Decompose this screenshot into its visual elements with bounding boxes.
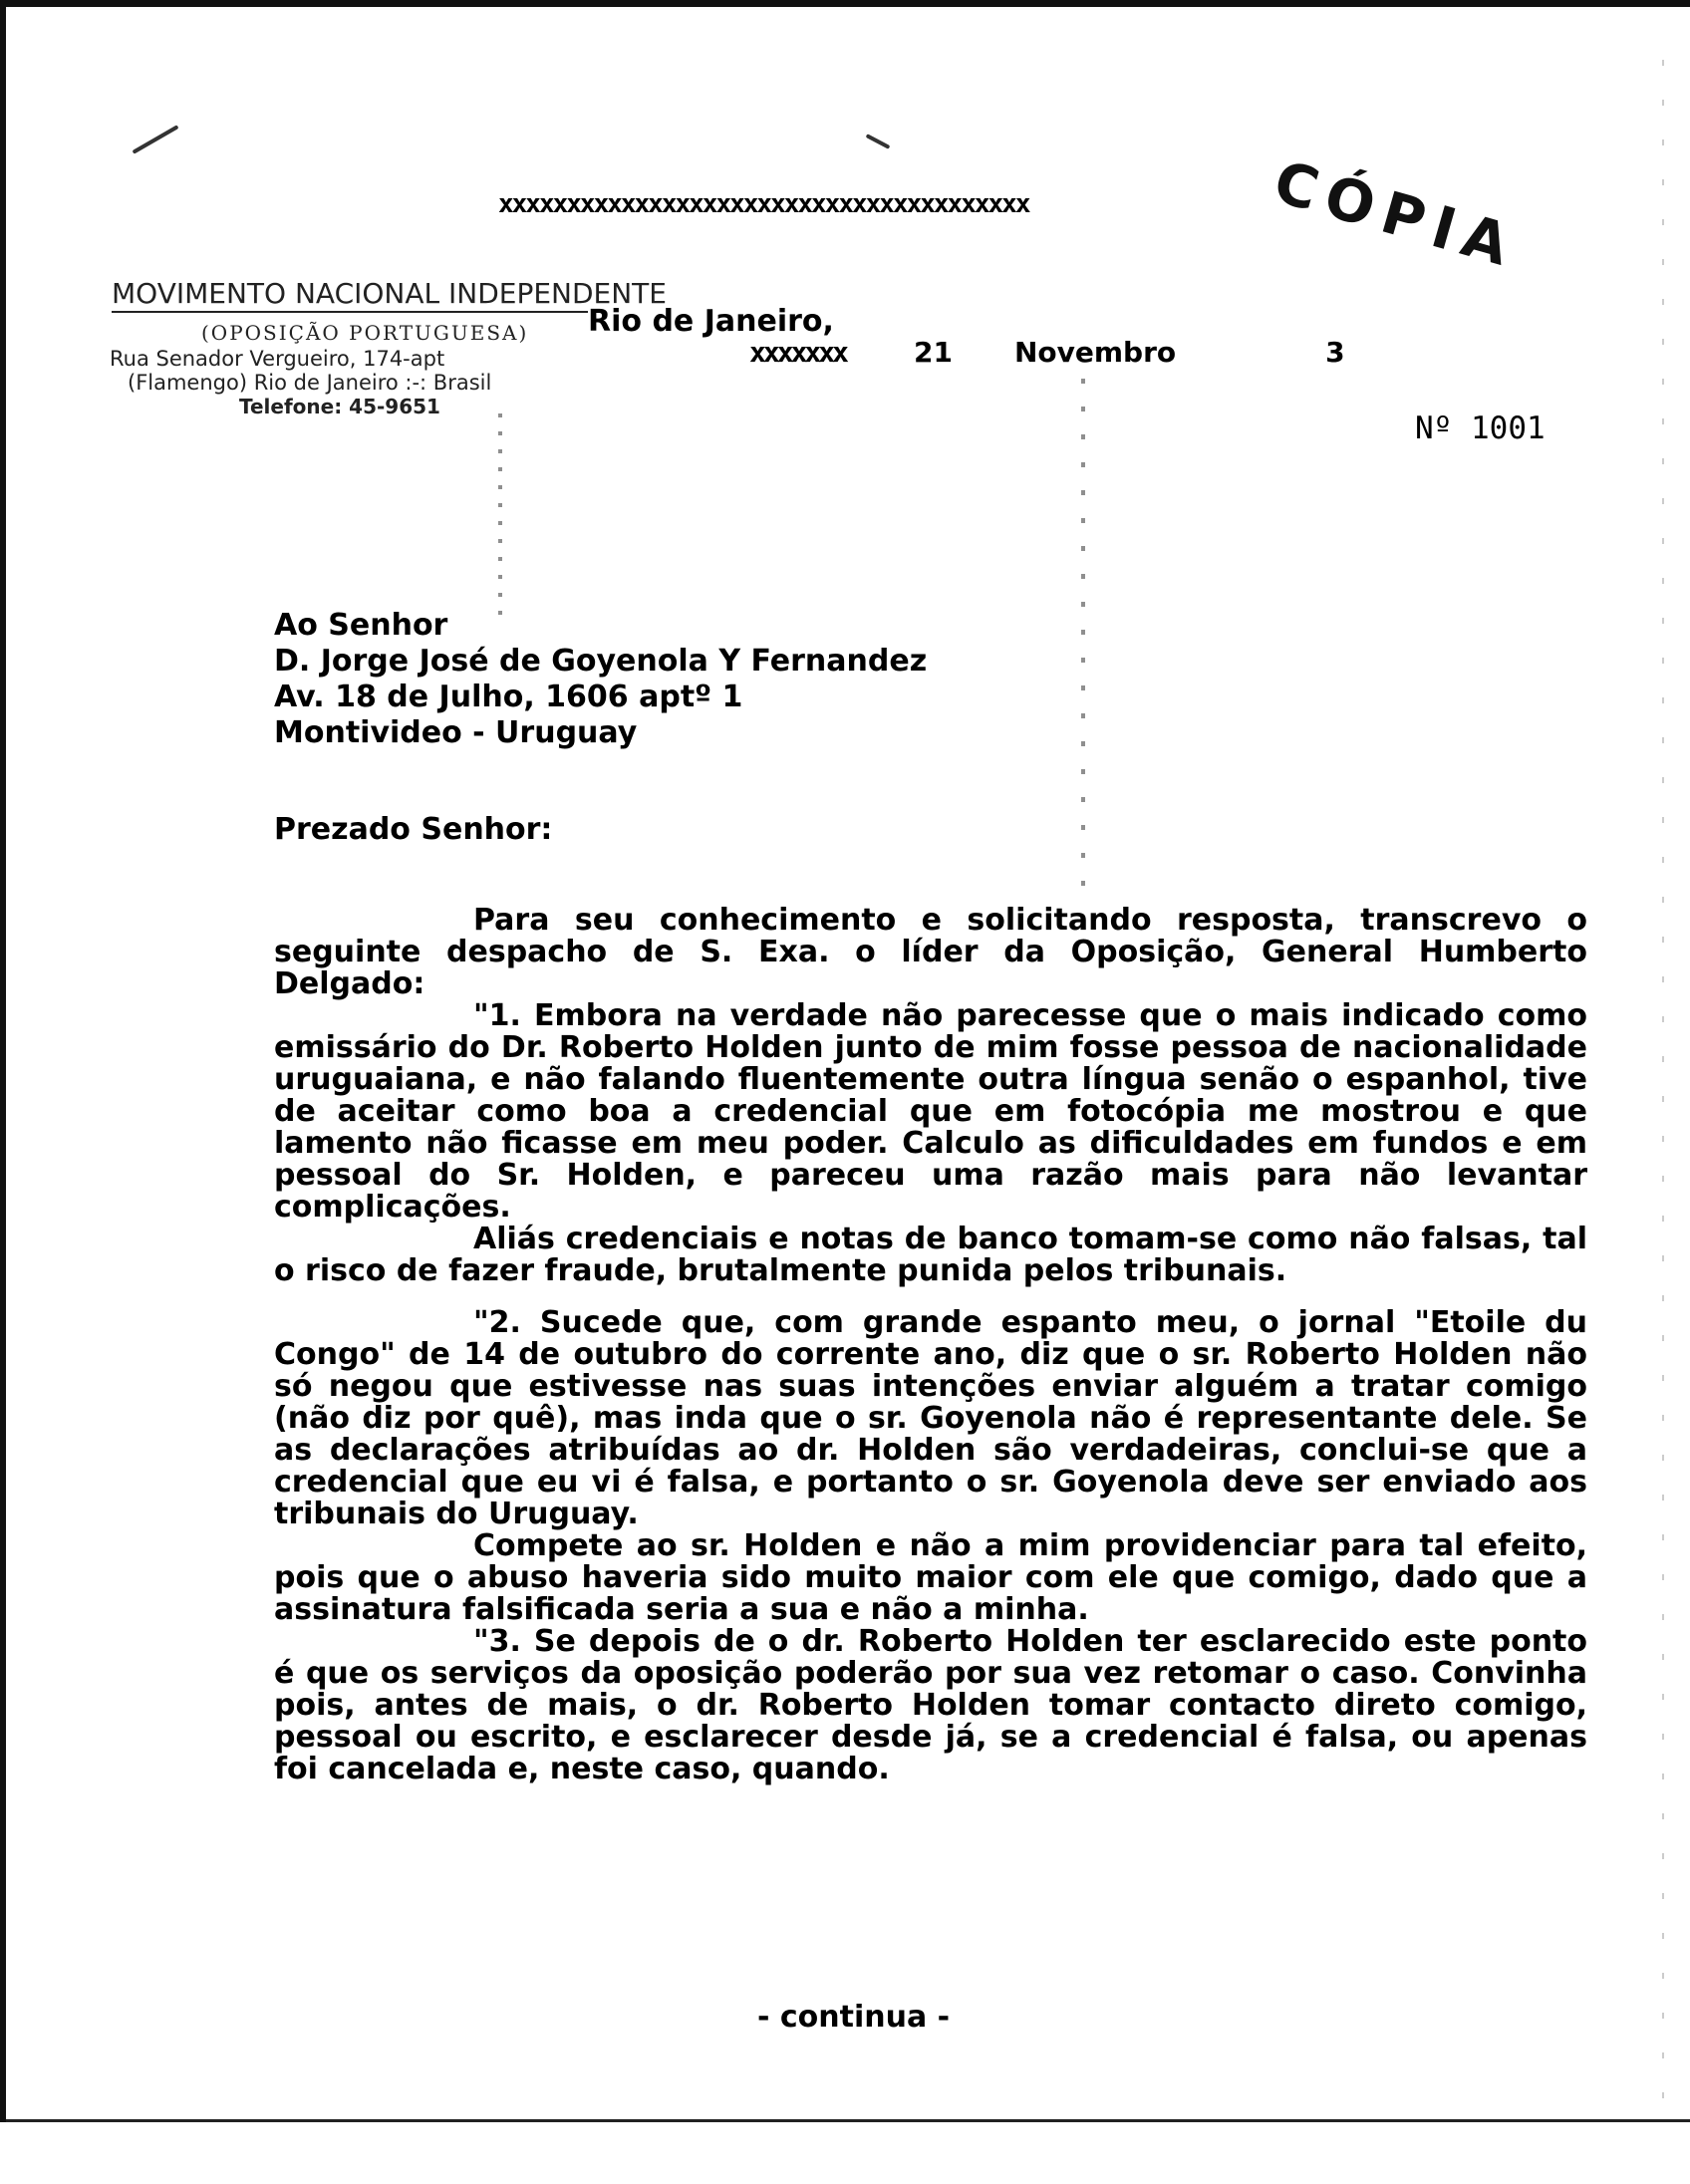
date-month: Novembro (1013, 336, 1177, 369)
body-intro: Para seu conhecimento e solicitando resposta, transcrevo o seguinte despacho de S. Exa. o líder da Oposição, General Humberto Delgado: (274, 903, 1587, 1001)
letter-place: Rio de Janeiro, (588, 304, 834, 339)
body-paragraph-3: "3. Se depois de o dr. Roberto Holden ter esclarecido este ponto é que os serviços da oposição poderão por sua vez retomar o caso. Convinha pois, antes de mais, o dr. Roberto Holden tomar contacto direto comigo, pessoal ou escrito, e esclarecer desde já, se a credencial é falsa, ou apenas foi cancelada e, neste caso, quando. (274, 1624, 1587, 1786)
punch-hole-marks (1081, 379, 1085, 897)
copy-stamp: CÓPIA (1267, 147, 1527, 282)
scan-smudge (866, 134, 891, 149)
stamp-address: Rua Senador Vergueiro, 174-apt (110, 347, 445, 371)
stamp-city: (Flamengo) Rio de Janeiro :-: Brasil (128, 371, 492, 395)
date-day: 21 (914, 336, 953, 369)
addressee-name: D. Jorge José de Goyenola Y Fernandez (274, 644, 928, 679)
body-paragraph-2b: Compete ao sr. Holden e não a mim providenciar para tal efeito, pois que o abuso haveria sido muito maior com ele que comigo, dado que a assinatura falsificada seria a sua e não a minha. (274, 1528, 1587, 1627)
letterhead-stamp (110, 277, 667, 418)
body-paragraph-1: "1. Embora na verdade não parecesse que o mais indicado como emissário do Dr. Roberto Holden junto de mim fosse pessoa de nacionalidade uruguaiana, e não falando fluentemente outra língua senão o espanhol, tive de aceitar como boa a credencial que em fotocópia me mostrou e que lamento não ficasse em meu poder. Calculo as dificuldades em fundos e em pessoal do Sr. Holden, e pareceu uma razão mais para não levantar complicações. (274, 998, 1587, 1225)
body-paragraph-1b: Aliás credenciais e notas de banco tomam-se como não falsas, tal o risco de fazer fraude, brutalmente punida pelos tribunais. (274, 1222, 1587, 1288)
addressee-street: Av. 18 de Julho, 1606 aptº 1 (274, 680, 743, 714)
addressee-line: Ao Senhor (274, 608, 448, 643)
continued-marker: - continua - (757, 2000, 951, 2035)
page-border-top (0, 0, 1690, 7)
scan-speckle-right (1662, 60, 1664, 2112)
page-border-bottom (6, 2119, 1690, 2122)
typed-x-rule: xxxxxxxxxxxxxxxxxxxxxxxxxxxxxxxxxxxxxxx (498, 189, 1029, 219)
letter-number: Nº 1001 (1415, 410, 1546, 446)
stamp-organization: MOVIMENTO NACIONAL INDEPENDENTE (112, 277, 588, 313)
body-paragraph-2: "2. Sucede que, com grande espanto meu, o jornal "Etoile du Congo" de 14 de outubro do corrente ano, diz que o sr. Roberto Holden não só negou que estivesse nas suas intenções enviar alguém a tratar comigo (não diz por quê), mas inda que o sr. Goyenola não é representante dele. Se as declarações atribuídas ao dr. Holden são verdadeiras, conclui-se que a credencial que eu vi é falsa, e portanto o sr. Goyenola deve ser enviado aos tribunais do Uruguay. (274, 1305, 1587, 1531)
scan-smudge (132, 125, 178, 153)
date-struck-out: xxxxxxx (749, 336, 847, 369)
date-year: 3 (1325, 336, 1345, 369)
page-border-left (0, 0, 6, 2122)
stamp-phone: Telefone: 45-9651 (239, 395, 440, 418)
salutation: Prezado Senhor: (274, 812, 553, 847)
addressee-block (274, 608, 927, 751)
addressee-city: Montivideo - Uruguay (274, 715, 638, 750)
letter-date (749, 336, 1345, 369)
letter-body (274, 905, 1587, 1795)
punch-hole-marks-left (498, 413, 502, 623)
stamp-subtitle: (OPOSIÇÃO PORTUGUESA) (201, 321, 529, 345)
